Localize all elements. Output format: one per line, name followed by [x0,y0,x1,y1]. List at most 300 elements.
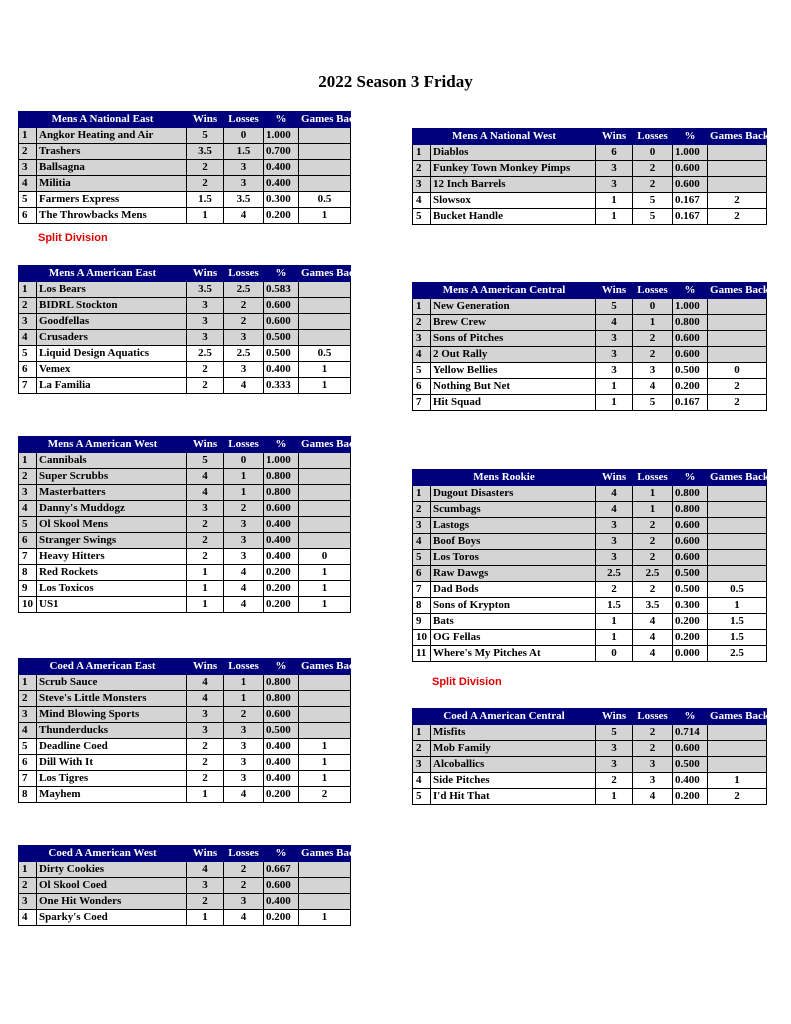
rank-cell: 4 [19,330,37,346]
team-name-cell: I'd Hit That [431,789,596,805]
losses-header: Losses [633,283,673,299]
rank-cell: 4 [19,723,37,739]
rank-cell: 8 [19,565,37,581]
wins-cell: 3 [596,757,633,773]
pct-header: % [673,283,708,299]
wins-cell: 1 [596,789,633,805]
wins-cell: 3.5 [187,282,224,298]
rank-cell: 1 [19,675,37,691]
losses-cell: 2.5 [224,282,264,298]
wins-cell: 3 [187,298,224,314]
team-name-cell: Lastogs [431,518,596,534]
losses-cell: 0 [224,453,264,469]
team-name-cell: Los Bears [37,282,187,298]
losses-cell: 0 [633,299,673,315]
rank-cell: 5 [19,739,37,755]
pct-cell: 0.400 [264,517,299,533]
standings-row [19,282,351,298]
pct-cell: 0.714 [673,725,708,741]
games-back-cell [708,145,767,161]
standings-row [19,160,351,176]
rank-cell: 3 [413,177,431,193]
games-back-cell: 0.5 [708,582,767,598]
team-name-cell: The Throwbacks Mens [37,208,187,224]
wins-cell: 1 [596,630,633,646]
standings-row [413,566,767,582]
wins-cell: 5 [596,725,633,741]
games-back-header: Games Back [708,709,767,725]
team-name-cell: La Familia [37,378,187,394]
pct-header: % [264,112,299,128]
division-name: Mens A American Central [413,283,596,299]
team-name-cell: Cannibals [37,453,187,469]
games-back-cell: 1 [299,739,351,755]
team-name-cell: Raw Dawgs [431,566,596,582]
games-back-header: Games Back [708,129,767,145]
table-header-row [413,283,767,299]
team-name-cell: Trashers [37,144,187,160]
team-name-cell: Heavy Hitters [37,549,187,565]
team-name-cell: Liquid Design Aquatics [37,346,187,362]
standings-row [413,789,767,805]
pct-cell: 0.200 [264,208,299,224]
losses-cell: 4 [224,597,264,613]
rank-cell: 3 [413,757,431,773]
standings-row [19,723,351,739]
pct-header: % [264,266,299,282]
losses-cell: 2 [224,298,264,314]
team-name-cell: Ol Skool Coed [37,878,187,894]
standings-table-coed-a-american-central [412,708,767,805]
standings-row [413,486,767,502]
games-back-cell [708,299,767,315]
wins-cell: 1.5 [596,598,633,614]
pct-cell: 0.583 [264,282,299,298]
team-name-cell: BIDRL Stockton [37,298,187,314]
wins-cell: 3 [187,878,224,894]
pct-cell: 0.200 [673,614,708,630]
losses-header: Losses [633,129,673,145]
standings-row [19,501,351,517]
team-name-cell: Dad Bods [431,582,596,598]
games-back-header: Games Back [299,437,351,453]
rank-cell: 2 [413,315,431,331]
rank-cell: 6 [19,208,37,224]
team-name-cell: Stranger Swings [37,533,187,549]
table-header-row [19,659,351,675]
team-name-cell: Crusaders [37,330,187,346]
rank-cell: 3 [19,485,37,501]
team-name-cell: Angkor Heating and Air [37,128,187,144]
standings-row [413,379,767,395]
standings-table-mens-a-american-central [412,282,767,411]
wins-cell: 3 [187,707,224,723]
table-header-row [19,266,351,282]
table-header-row [413,129,767,145]
split-division-note: Split Division [38,232,108,244]
pct-cell: 0.600 [264,501,299,517]
wins-cell: 1.5 [187,192,224,208]
standings-row [19,378,351,394]
standings-row [19,739,351,755]
rank-cell: 2 [19,298,37,314]
pct-cell: 0.500 [673,582,708,598]
games-back-cell [708,534,767,550]
wins-cell: 3 [187,723,224,739]
losses-cell: 2.5 [633,566,673,582]
pct-cell: 0.400 [264,549,299,565]
losses-cell: 2 [224,878,264,894]
rank-cell: 9 [19,581,37,597]
games-back-cell: 2 [708,193,767,209]
standings-row [19,675,351,691]
pct-cell: 0.300 [673,598,708,614]
standings-row [19,517,351,533]
losses-cell: 5 [633,395,673,411]
pct-cell: 0.600 [264,878,299,894]
losses-cell: 1 [633,315,673,331]
rank-cell: 6 [413,566,431,582]
wins-cell: 1 [187,565,224,581]
wins-cell: 2.5 [187,346,224,362]
standings-row [413,363,767,379]
pct-cell: 0.400 [264,894,299,910]
rank-cell: 2 [19,691,37,707]
wins-header: Wins [187,659,224,675]
team-name-cell: Diablos [431,145,596,161]
wins-cell: 2 [187,771,224,787]
team-name-cell: Hit Squad [431,395,596,411]
games-back-cell: 1 [299,378,351,394]
losses-cell: 3 [224,755,264,771]
games-back-cell [708,518,767,534]
standings-row [19,691,351,707]
pct-cell: 0.200 [264,565,299,581]
games-back-cell [708,486,767,502]
games-back-cell [708,161,767,177]
pct-cell: 0.800 [673,486,708,502]
wins-cell: 2 [187,378,224,394]
standings-row [413,773,767,789]
games-back-cell: 1 [299,208,351,224]
split-division-note: Split Division [432,676,502,688]
rank-cell: 1 [19,862,37,878]
losses-cell: 2 [633,741,673,757]
team-name-cell: Sons of Pitches [431,331,596,347]
rank-cell: 5 [19,346,37,362]
pct-cell: 0.400 [673,773,708,789]
games-back-cell: 2 [708,209,767,225]
games-back-cell [299,723,351,739]
team-name-cell: Danny's Muddogz [37,501,187,517]
standings-row [19,192,351,208]
games-back-cell [299,330,351,346]
games-back-cell [299,298,351,314]
standings-row [19,597,351,613]
losses-cell: 1 [224,691,264,707]
pct-cell: 0.500 [673,363,708,379]
standings-row [19,549,351,565]
team-name-cell: Red Rockets [37,565,187,581]
standings-row [413,614,767,630]
standings-row [19,707,351,723]
pct-cell: 0.200 [264,787,299,803]
team-name-cell: Vemex [37,362,187,378]
losses-cell: 3 [224,723,264,739]
games-back-cell: 1 [299,910,351,926]
losses-cell: 2 [633,550,673,566]
games-back-cell: 0 [708,363,767,379]
games-back-cell: 1 [708,773,767,789]
team-name-cell: Dugout Disasters [431,486,596,502]
losses-cell: 4 [633,614,673,630]
losses-cell: 3 [224,533,264,549]
pct-cell: 1.000 [673,299,708,315]
rank-cell: 8 [413,598,431,614]
wins-cell: 2 [187,517,224,533]
wins-cell: 3 [187,314,224,330]
losses-cell: 4 [224,208,264,224]
wins-cell: 1 [596,614,633,630]
pct-cell: 0.400 [264,176,299,192]
division-name: Mens A National West [413,129,596,145]
games-back-cell: 1.5 [708,630,767,646]
losses-cell: 3 [224,894,264,910]
standings-row [413,582,767,598]
standings-row [19,485,351,501]
rank-cell: 4 [19,176,37,192]
wins-cell: 3 [596,331,633,347]
standings-row [19,298,351,314]
rank-cell: 1 [413,486,431,502]
games-back-cell [299,691,351,707]
losses-header: Losses [224,659,264,675]
games-back-cell [299,176,351,192]
losses-header: Losses [633,709,673,725]
wins-cell: 3 [596,741,633,757]
wins-cell: 1 [187,581,224,597]
rank-cell: 5 [19,517,37,533]
wins-cell: 2 [187,739,224,755]
pct-cell: 0.600 [673,518,708,534]
games-back-cell [708,502,767,518]
wins-cell: 2 [596,773,633,789]
games-back-cell: 2.5 [708,646,767,662]
standings-row [413,550,767,566]
rank-cell: 11 [413,646,431,662]
standings-row [413,741,767,757]
team-name-cell: Militia [37,176,187,192]
team-name-cell: Bats [431,614,596,630]
standings-row [413,646,767,662]
rank-cell: 9 [413,614,431,630]
wins-cell: 2 [596,582,633,598]
wins-header: Wins [596,283,633,299]
team-name-cell: Funkey Town Monkey Pimps [431,161,596,177]
wins-cell: 4 [596,486,633,502]
pct-cell: 0.600 [264,707,299,723]
rank-cell: 10 [19,597,37,613]
rank-cell: 4 [413,534,431,550]
team-name-cell: Where's My Pitches At [431,646,596,662]
losses-header: Losses [633,470,673,486]
wins-cell: 2 [187,362,224,378]
rank-cell: 8 [19,787,37,803]
team-name-cell: Misfits [431,725,596,741]
rank-cell: 6 [19,362,37,378]
wins-cell: 5 [187,453,224,469]
wins-header: Wins [187,266,224,282]
standings-row [19,362,351,378]
losses-cell: 4 [224,378,264,394]
pct-cell: 0.300 [264,192,299,208]
games-back-cell: 2 [708,379,767,395]
wins-cell: 2 [187,549,224,565]
rank-cell: 7 [413,582,431,598]
pct-cell: 0.600 [673,550,708,566]
rank-cell: 2 [19,878,37,894]
pct-cell: 0.600 [673,177,708,193]
wins-cell: 5 [187,128,224,144]
losses-cell: 3.5 [633,598,673,614]
team-name-cell: 2 Out Rally [431,347,596,363]
games-back-cell [708,315,767,331]
rank-cell: 1 [413,145,431,161]
pct-cell: 0.600 [673,347,708,363]
standings-row [19,862,351,878]
pct-cell: 0.200 [264,910,299,926]
standings-row [413,331,767,347]
pct-cell: 0.800 [673,502,708,518]
pct-cell: 0.800 [264,691,299,707]
team-name-cell: Scumbags [431,502,596,518]
team-name-cell: Goodfellas [37,314,187,330]
losses-cell: 2 [633,582,673,598]
pct-cell: 0.500 [673,566,708,582]
wins-cell: 2 [187,533,224,549]
losses-cell: 3 [224,549,264,565]
losses-cell: 2 [224,707,264,723]
standings-row [19,878,351,894]
games-back-cell: 0.5 [299,346,351,362]
pct-cell: 0.800 [264,485,299,501]
standings-row [19,565,351,581]
wins-cell: 1 [187,787,224,803]
pct-cell: 1.000 [264,128,299,144]
standings-row [19,894,351,910]
losses-cell: 3 [224,160,264,176]
wins-cell: 3 [596,534,633,550]
wins-cell: 1 [596,193,633,209]
pct-cell: 0.400 [264,362,299,378]
team-name-cell: Dill With It [37,755,187,771]
losses-cell: 3.5 [224,192,264,208]
standings-row [413,145,767,161]
games-back-cell: 1 [299,362,351,378]
games-back-cell [708,177,767,193]
rank-cell: 3 [413,331,431,347]
wins-header: Wins [596,709,633,725]
rank-cell: 1 [413,299,431,315]
games-back-cell [708,741,767,757]
table-header-row [19,437,351,453]
team-name-cell: Ol Skool Mens [37,517,187,533]
wins-cell: 3 [596,161,633,177]
games-back-cell [299,160,351,176]
standings-table-coed-a-american-east [18,658,360,803]
rank-cell: 4 [413,347,431,363]
losses-cell: 4 [224,787,264,803]
pct-cell: 0.700 [264,144,299,160]
games-back-cell [299,894,351,910]
team-name-cell: Super Scrubbs [37,469,187,485]
rank-cell: 4 [413,773,431,789]
pct-cell: 0.400 [264,771,299,787]
team-name-cell: Bucket Handle [431,209,596,225]
wins-cell: 4 [596,502,633,518]
wins-cell: 3 [596,363,633,379]
pct-cell: 0.200 [264,597,299,613]
games-back-cell [708,566,767,582]
standings-row [19,755,351,771]
losses-cell: 3 [224,517,264,533]
table-header-row [19,112,351,128]
games-back-cell [708,347,767,363]
wins-cell: 6 [596,145,633,161]
losses-cell: 2 [633,725,673,741]
games-back-cell: 1 [299,755,351,771]
rank-cell: 7 [19,549,37,565]
standings-row [413,757,767,773]
team-name-cell: OG Fellas [431,630,596,646]
rank-cell: 5 [413,209,431,225]
pct-cell: 0.200 [673,630,708,646]
losses-cell: 1 [224,469,264,485]
wins-cell: 3.5 [187,144,224,160]
wins-cell: 5 [596,299,633,315]
standings-row [413,395,767,411]
standings-row [19,453,351,469]
games-back-cell: 2 [708,395,767,411]
pct-cell: 0.200 [673,379,708,395]
wins-cell: 4 [187,675,224,691]
games-back-cell [299,862,351,878]
standings-row [413,315,767,331]
pct-cell: 0.600 [673,534,708,550]
wins-cell: 1 [596,395,633,411]
pct-cell: 0.500 [673,757,708,773]
wins-cell: 2.5 [596,566,633,582]
division-name: Coed A American West [19,846,187,862]
team-name-cell: Brew Crew [431,315,596,331]
games-back-header: Games Back [299,659,351,675]
standings-table-mens-a-american-west [18,436,360,613]
losses-header: Losses [224,266,264,282]
games-back-cell: 2 [708,789,767,805]
losses-header: Losses [224,846,264,862]
pct-header: % [673,129,708,145]
team-name-cell: Mind Blowing Sports [37,707,187,723]
pct-cell: 0.200 [264,581,299,597]
team-name-cell: Scrub Sauce [37,675,187,691]
games-back-cell: 2 [299,787,351,803]
division-name: Mens Rookie [413,470,596,486]
team-name-cell: Los Toros [431,550,596,566]
pct-header: % [673,470,708,486]
wins-cell: 1 [187,597,224,613]
losses-cell: 1 [633,486,673,502]
team-name-cell: Dirty Cookies [37,862,187,878]
